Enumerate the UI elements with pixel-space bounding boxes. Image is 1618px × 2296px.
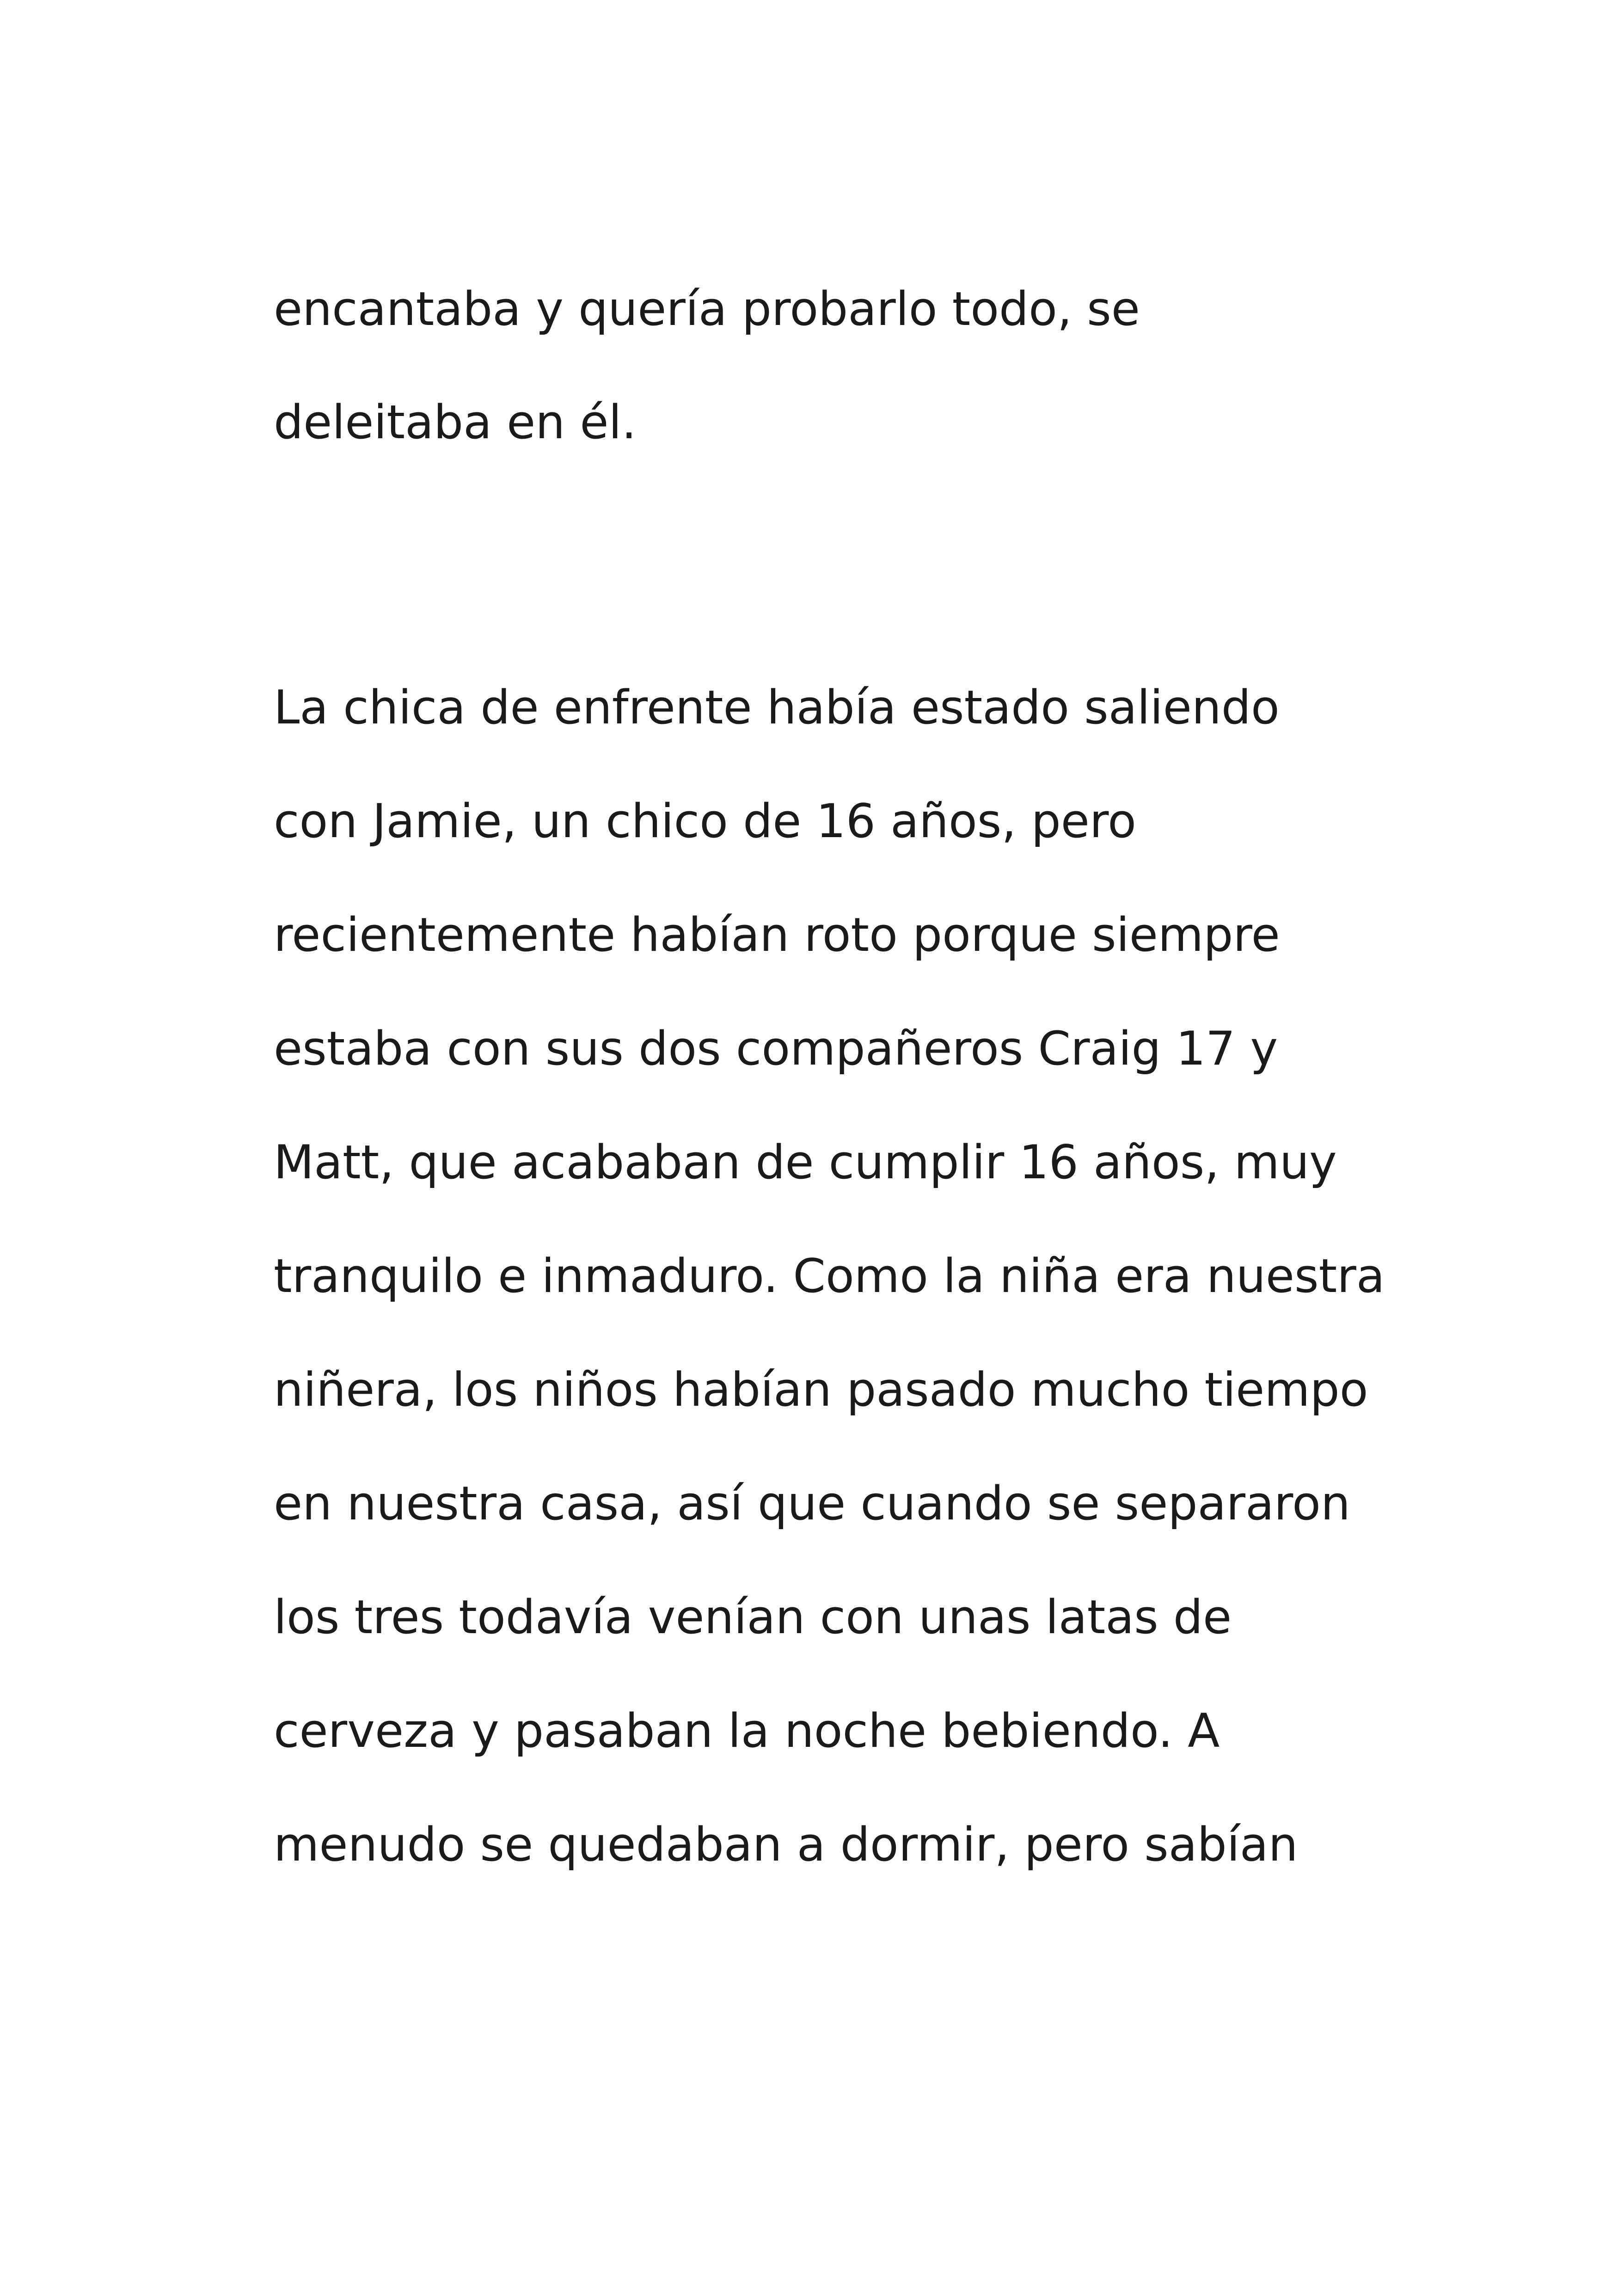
text-line: menudo se quedaban a dormir, pero sabían bbox=[274, 1817, 1298, 1872]
text-line: Matt, que acababan de cumplir 16 años, muy bbox=[274, 1135, 1337, 1189]
text-line: con Jamie, un chico de 16 años, pero bbox=[274, 794, 1136, 848]
text-line: los tres todavía venían con unas latas de bbox=[274, 1590, 1232, 1644]
text-line: tranquilo e inmaduro. Como la niña era nuestra bbox=[274, 1249, 1385, 1303]
text-line: deleitaba en él. bbox=[274, 395, 637, 449]
text-line: La chica de enfrente había estado saliendo bbox=[274, 680, 1280, 735]
text-line: recientemente habían roto porque siempre bbox=[274, 907, 1280, 962]
text-line: niñera, los niños habían pasado mucho tiempo bbox=[274, 1362, 1368, 1417]
text-line: encantaba y quería probarlo todo, se bbox=[274, 282, 1140, 336]
text-line: en nuestra casa, así que cuando se separaron bbox=[274, 1476, 1350, 1531]
text-line: cerveza y pasaban la noche bebiendo. A bbox=[274, 1703, 1220, 1758]
text-line: estaba con sus dos compañeros Craig 17 y bbox=[274, 1021, 1278, 1076]
